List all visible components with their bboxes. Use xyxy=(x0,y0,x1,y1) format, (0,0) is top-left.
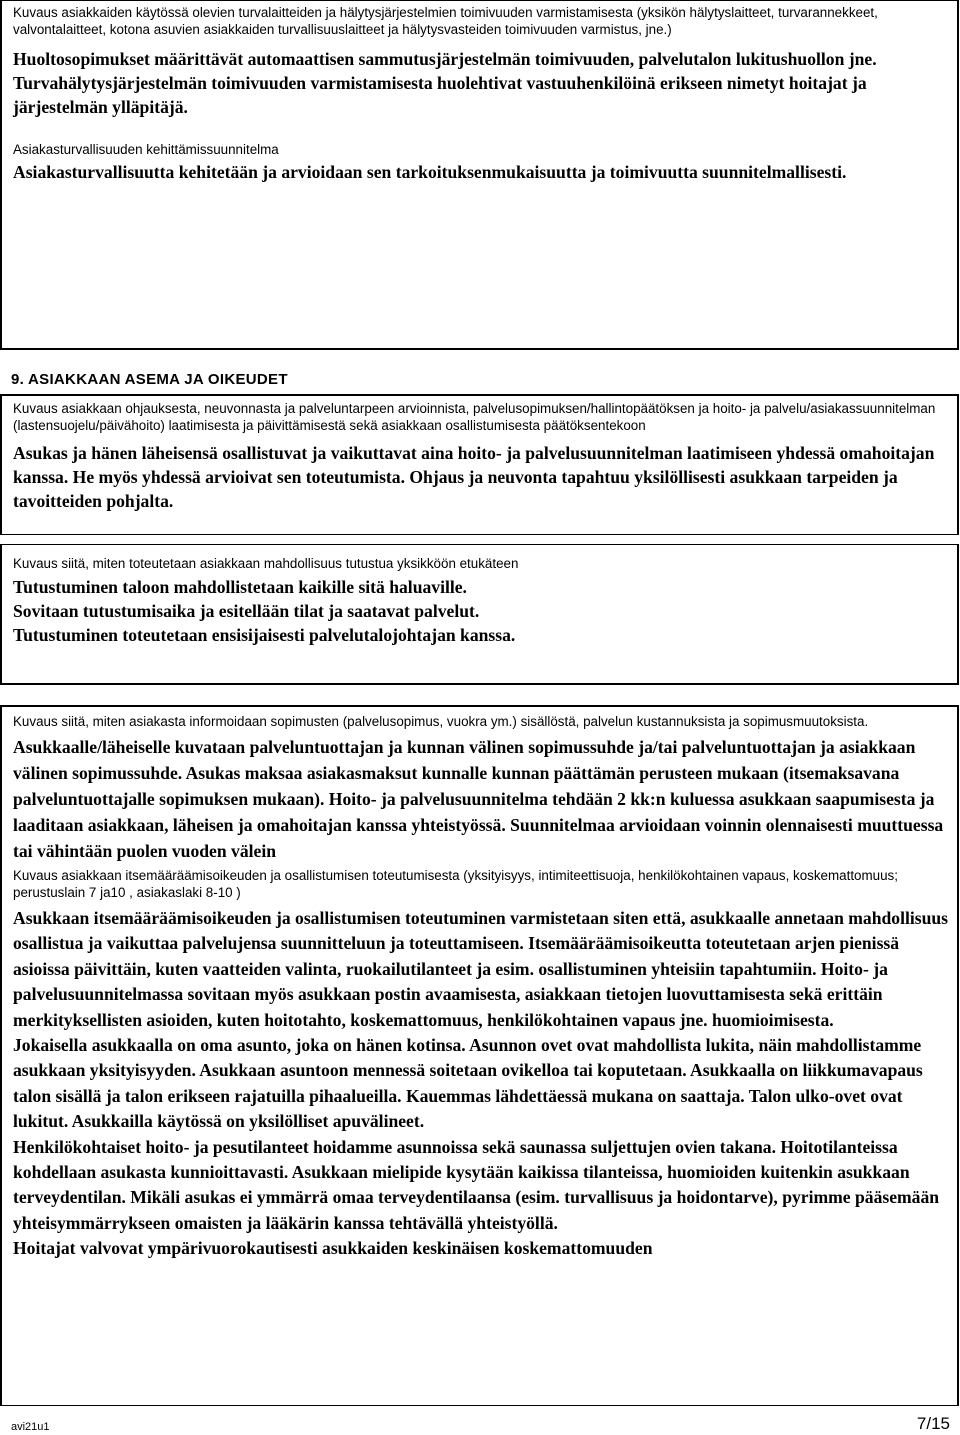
supervision-text: Hoitajat valvovat ympärivuorokautisesti asukkaiden keskinäisen koskemattomuuden xyxy=(13,1238,653,1259)
guidance-label: Kuvaus asiakkaan ohjauksesta, neuvonnasta ja palveluntarpeen arvioinnista, palvelusopimuksen/hallintopäätöksen ja hoito- ja palvelu/asiakassuunnitelman (lastensuojelu/päivähoito) laatimisesta ja päivittämisestä sekä asiakkaan osallistumisesta päätöksentekoon xyxy=(13,401,936,433)
visit-line-3: Tutustuminen toteutetaan ensisijaisesti palvelutalojohtajan kanssa. xyxy=(13,625,516,645)
safety-devices-text-2: Turvahälytysjärjestelmän toimivuuden varmistamisesta huolehtivat vastuuhenkilöinä erikseen nimetyt hoitajat ja järjestelmän ylläpitäjä. xyxy=(13,73,867,117)
privacy-text: Jokaisella asukkaalla on oma asunto, joka on hänen kotinsa. Asunnon ovet ovat mahdollista lukita, näin mahdollistamme asukkaan yksityisyyden. Asukkaan asuntoon mennessä soitetaan ovikelloa tai koputetaan. Asukkaalla on liikkumavapaus talon sisällä ja talon erikseen rajatuilla pihaalueilla. Kauemmas lähdettäessä mukana on saattaja. Talon ulko-ovet ovat lukitut. Asukkailla käytössä on yksilölliset apuvälineet. xyxy=(13,1035,923,1132)
visit-box xyxy=(0,544,959,685)
contracts-text: Asukkaalle/läheiselle kuvataan palveluntuottajan ja kunnan välinen sopimussuhde ja/tai palveluntuottajan ja asiakkaan välinen sopimussuhde. Asukas maksaa asiakasmaksut kunnalle kunnan päättämän perusteen mukaan (itsemaksavana palveluntuottajalle sopimuksen mukaan). Hoito- ja palvelusuunnitelma tehdään 2 kk:n kuluessa asukkaan saapumisesta ja laaditaan asiakkaan, läheisen ja omahoitajan kanssa yhteistyössä. Suunnitelmaa arvioidaan voinnin olennaisesti muuttuessa tai vähintään puolen vuoden välein xyxy=(13,737,944,861)
document-id: avi21u1 xyxy=(11,1421,50,1433)
contracts-label: Kuvaus siitä, miten asiakasta informoidaan sopimusten (palvelusopimus, vuokra ym.) sisällöstä, palvelun kustannuksista ja sopimusmuutoksista. xyxy=(13,714,869,729)
guidance-text: Asukas ja hänen läheisensä osallistuvat ja vaikuttavat aina hoito- ja palvelusuunnitelman laatimiseen yhdessä omahoitajan kanssa. He myös yhdessä arvioivat sen toteutumista. Ohjaus ja neuvonta tapahtuu yksilöllisesti asukkaan tarpeiden ja tavoitteiden pohjalta. xyxy=(13,443,935,511)
safety-plan-text: Asiakasturvallisuutta kehitetään ja arvioidaan sen tarkoituksenmukaisuutta ja toimivuutta suunnitelmallisesti. xyxy=(13,162,847,182)
self-determination-label: Kuvaus asiakkaan itsemääräämisoikeuden ja osallistumisen toteutumisesta (yksityisyys, intimiteettisuoja, henkilökohtainen vapaus, koskemattomuus; perustuslain 7 ja10 , asiakaslaki 8-10 ) xyxy=(13,868,898,900)
safety-devices-label: Kuvaus asiakkaiden käytössä olevien turvalaitteiden ja hälytysjärjestelmien toimivuuden varmistamisesta (yksikön hälytyslaitteet, turvarannekkeet, valvontalaitteet, kotona asuvien asiakkaiden turvallisuuslaitteet ja hälytysvasteiden toimivuuden varmistus, jne.) xyxy=(13,5,878,37)
guidance-box xyxy=(0,394,959,535)
visit-line-1: Tutustuminen taloon mahdollistetaan kaikille sitä haluaville. xyxy=(13,577,467,597)
page-number: 7/15 xyxy=(916,1414,950,1433)
self-determination-text: Asukkaan itsemääräämisoikeuden ja osallistumisen toteutuminen varmistetaan siten että, asukkaalle annetaan mahdollisuus osallistua ja vaikuttaa palvelujensa suunnitteluun ja toteuttamiseen. Itsemääräämisoikeutta toteutetaan arjen pienissä asioissa päivittäin, kuten vaatteiden valinta, ruokailutilanteet ja esim. osallistuminen yhteisiin tapahtumiin. Hoito- ja palvelusuunnitelmassa sovitaan myös asukkaan postin avaamisesta, asiakkaan tietojen luovuttamisesta sekä erittäin merkityksellisten asioiden, kuten hoitotahto, koskemattomuus, henkilökohtainen vapaus jne. huomioimisesta. xyxy=(13,908,949,1030)
visit-line-2: Sovitaan tutustumisaika ja esitellään tilat ja saatavat palvelut. xyxy=(13,601,480,621)
visit-label: Kuvaus siitä, miten toteutetaan asiakkaan mahdollisuus tutustua yksikköön etukäteen xyxy=(13,556,519,571)
rights-box xyxy=(0,705,959,1406)
care-situations-text: Henkilökohtaiset hoito- ja pesutilanteet hoidamme asunnoissa sekä saunassa suljettujen ovien takana. Hoitotilanteissa kohdellaan asukasta kunnioittavasti. Asukkaan mielipide kysytään kaikissa tilanteissa, huomioiden kuitenkin asukkaan terveydentilan. Mikäli asukas ei ymmärrä omaa terveydentilaansa (esim. turvallisuus ja hoidontarve), pyrimme pääsemään yhteisymmärrykseen omaisten ja lääkärin kanssa tehtävällä yhteistyöllä. xyxy=(13,1136,940,1233)
safety-plan-label: Asiakasturvallisuuden kehittämissuunnitelma xyxy=(13,142,279,157)
safety-devices-text-1: Huoltosopimukset määrittävät automaattisen sammutusjärjestelmän toimivuuden, palvelutalon lukitushuollon jne. xyxy=(13,49,877,69)
safety-devices-box xyxy=(0,0,959,350)
section-heading: 9. ASIAKKAAN ASEMA JA OIKEUDET xyxy=(11,371,288,388)
